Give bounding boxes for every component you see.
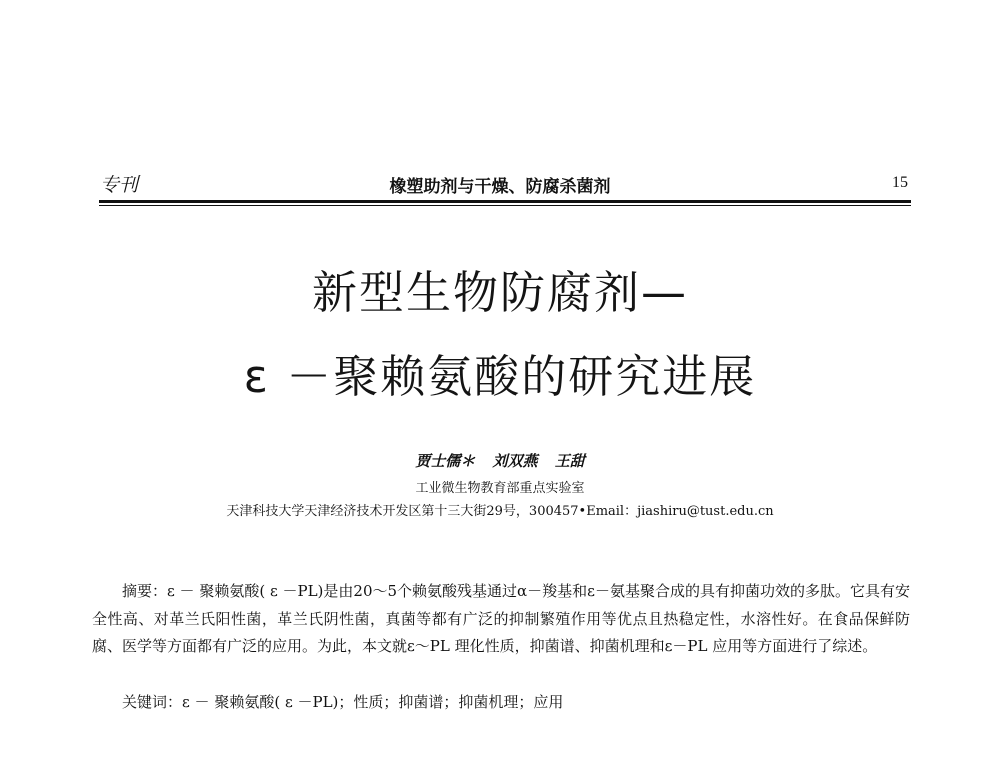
keywords-label: 关键词： [122,693,183,711]
article-title-line-1: 新型生物防腐剂— [311,266,688,319]
author-list: 贾士儒＊ 刘双燕 王甜 [415,452,585,470]
running-header-title: 橡塑助剂与干燥、防腐杀菌剂 [389,177,611,197]
affiliation-address: 天津科技大学天津经济技术开发区第十三大街29号，300457•Email：jiashiru@tust.edu.cn [226,504,774,519]
abstract-paragraph [92,578,910,661]
keywords-text: ε － 聚赖氨酸( ε －PL)；性质；抑菌谱；抑菌机理；应用 [182,693,564,711]
article-title-line-2: ε －聚赖氨酸的研究进展 [243,350,757,403]
affiliation-lab: 工业微生物教育部重点实验室 [415,481,585,496]
abstract-label: 摘要： [122,582,168,600]
header-rule-thick [99,200,911,203]
keywords-paragraph [92,689,910,717]
journal-section-label: 专刊 [100,174,139,196]
abstract-text: ε － 聚赖氨酸( ε －PL)是由20～5个赖氨酸残基通过α－羧基和ε－氨基聚合成的具有抑菌功效的多肽。它具有安全性高、对革兰氏阳性菌，革兰氏阴性菌，真菌等都有广泛的抑制繁殖作用等优点且热稳定性，水溶性好。在食品保鲜防腐、医学等方面都有广泛的应用。为此，本文就ε～PL 理化性质，抑菌谱、抑菌机理和ε－PL 应用等方面进行了综述。 [92,582,910,655]
header-rule-thin [99,205,911,206]
page-number: 15 [892,174,908,191]
